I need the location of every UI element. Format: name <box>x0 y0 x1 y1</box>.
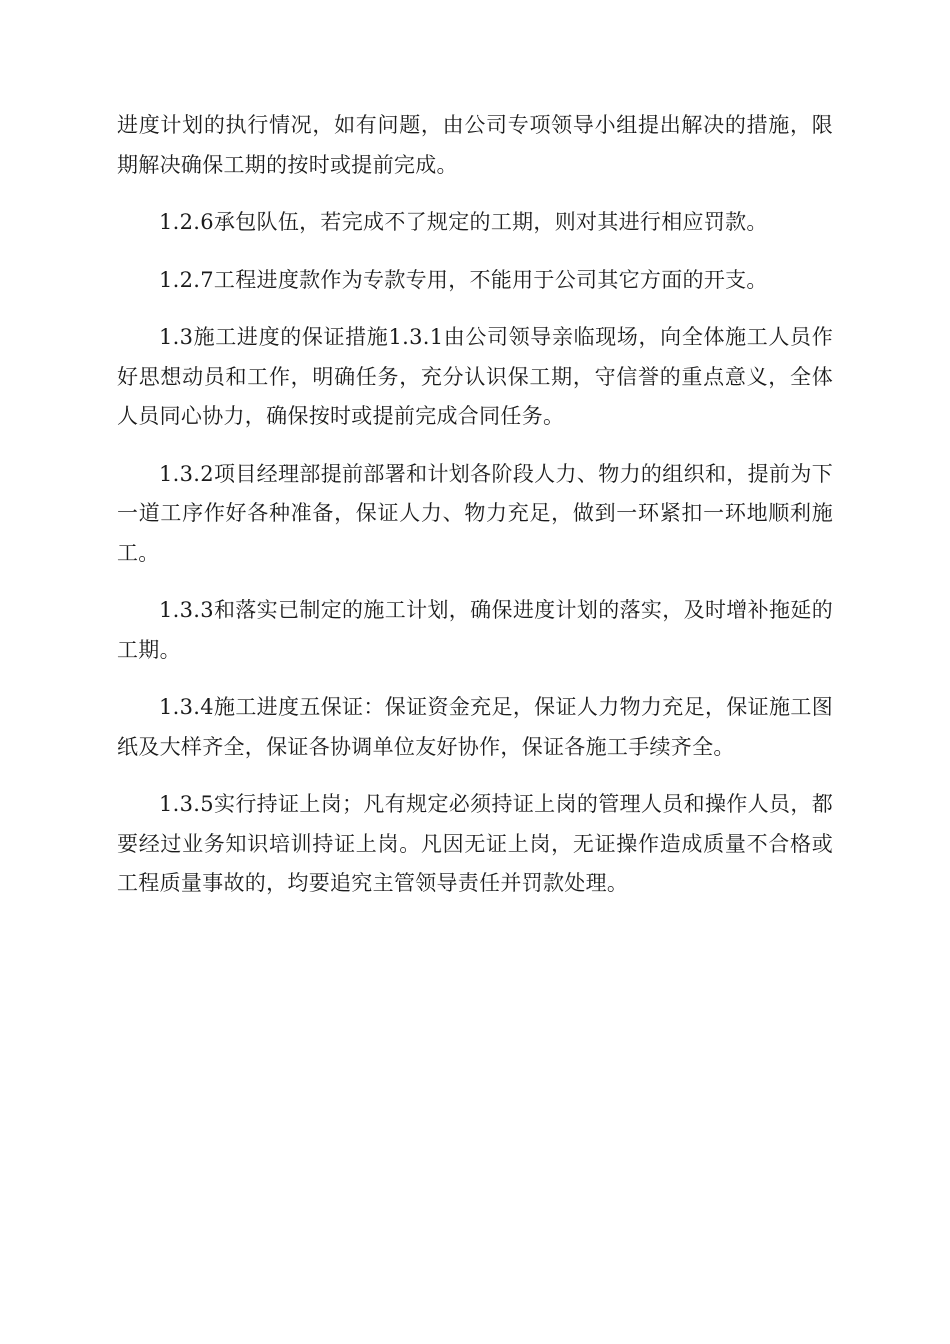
paragraph-1-2-7: 1.2.7工程进度款作为专款专用，不能用于公司其它方面的开支。 <box>159 267 768 292</box>
paragraph-continuation: 进度计划的执行情况，如有问题，由公司专项领导小组提出解决的措施，限期解决确保工期的按时或提前完成。 <box>117 113 833 177</box>
paragraph-1-3-3: 1.3.3和落实已制定的施工计划，确保进度计划的落实，及时增补拖延的工期。 <box>117 598 833 662</box>
paragraph-1-3-4: 1.3.4施工进度五保证：保证资金充足，保证人力物力充足，保证施工图纸及大样齐全，保证各协调单位友好协作，保证各施工手续齐全。 <box>117 695 833 759</box>
paragraph-1-3-2: 1.3.2项目经理部提前部署和计划各阶段人力、物力的组织和，提前为下一道工序作好各种准备，保证人力、物力充足，做到一环紧扣一环地顺利施工。 <box>117 461 833 565</box>
paragraph-1-3-5: 1.3.5实行持证上岗；凡有规定必须持证上岗的管理人员和操作人员，都要经过业务知识培训持证上岗。凡因无证上岗，无证操作造成质量不合格或工程质量事故的，均要追究主管领导责任并罚款处理。 <box>117 792 833 895</box>
paragraph-1-3-1: 1.3施工进度的保证措施1.3.1由公司领导亲临现场，向全体施工人员作好思想动员和工作，明确任务，充分认识保工期，守信誉的重点意义，全体人员同心协力，确保按时或提前完成合同任务。 <box>117 325 833 428</box>
document-body <box>117 106 833 922</box>
paragraph-1-2-6: 1.2.6承包队伍，若完成不了规定的工期，则对其进行相应罚款。 <box>159 210 768 234</box>
